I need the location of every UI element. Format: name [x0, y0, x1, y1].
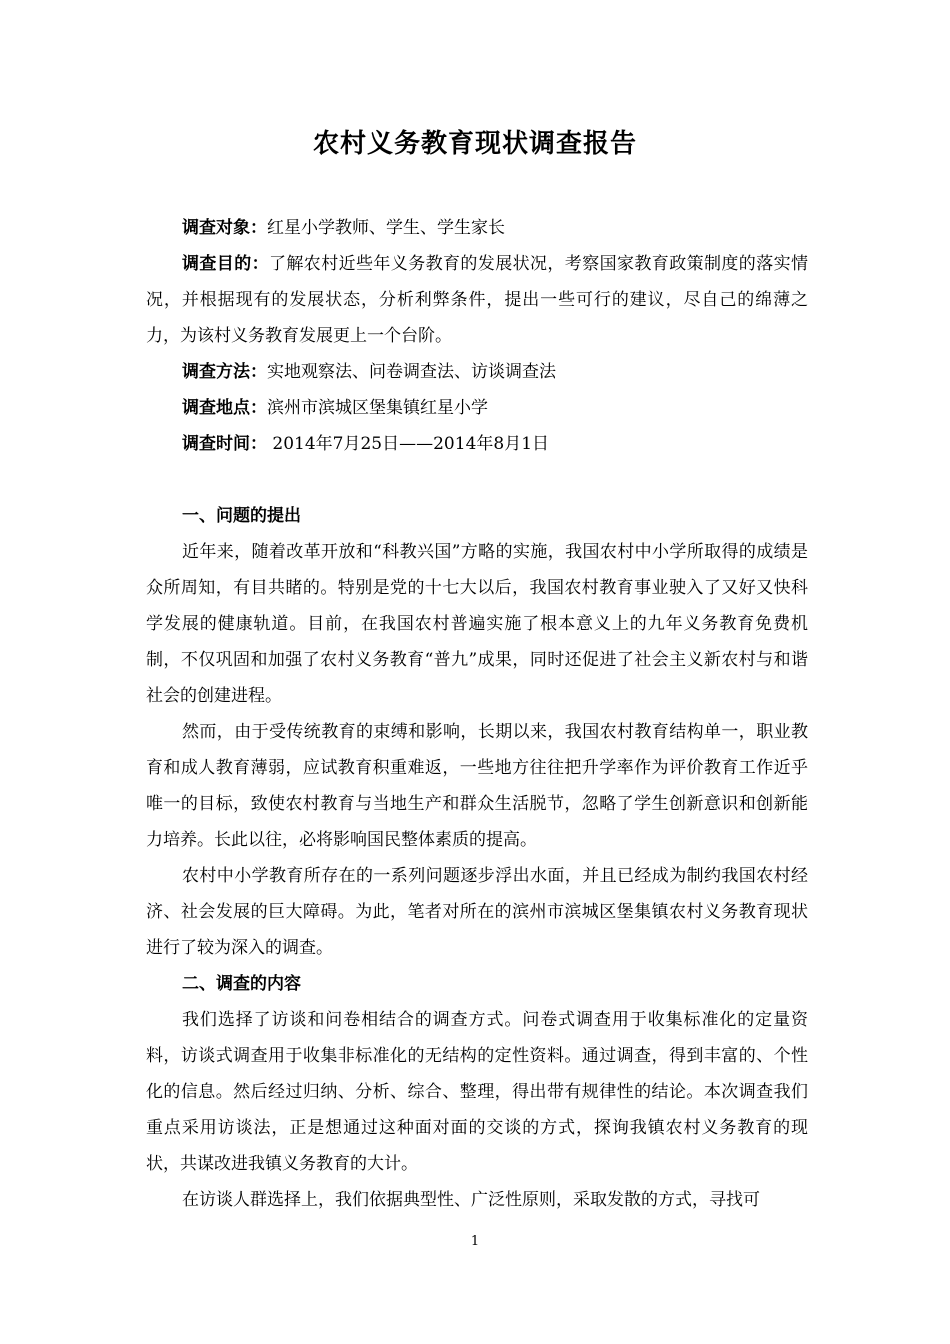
- section-heading-content: 二、调查的内容: [182, 974, 301, 994]
- page-number: 1: [470, 1234, 480, 1249]
- survey-purpose-line: [146, 246, 808, 354]
- section-heading-problem: 一、问题的提出: [182, 506, 301, 526]
- survey-method-value: 实地观察法、问卷调查法、访谈调查法: [267, 362, 556, 382]
- paragraph: 在访谈人群选择上，我们依据典型性、广泛性原则，采取发散的方式，寻找可: [182, 1190, 760, 1210]
- survey-time-value: 2014年7月25日——2014年8月1日: [267, 434, 550, 454]
- survey-purpose-label: 调查目的：: [182, 254, 269, 274]
- survey-method-label: 调查方法：: [182, 362, 267, 382]
- survey-place-value: 滨州市滨城区堡集镇红星小学: [267, 398, 488, 418]
- survey-method-line: [146, 354, 808, 390]
- paragraph: 近年来，随着改革开放和“科教兴国”方略的实施，我国农村中小学所取得的成绩是众所周知，有目共睹的。特别是党的十七大以后，我国农村教育事业驶入了又好又快科学发展的健康轨道。目前，在我国农村普遍实施了根本意义上的九年义务教育免费机制，不仅巩固和加强了农村义务教育“普九”成果，同时还促进了社会主义新农村与和谐社会的创建进程。: [146, 542, 808, 706]
- paragraph: 我们选择了访谈和问卷相结合的调查方式。问卷式调查用于收集标准化的定量资料，访谈式调查用于收集非标准化的无结构的定性资料。通过调查，得到丰富的、个性化的信息。然后经过归纳、分析、综合、整理，得出带有规律性的结论。本次调查我们重点采用访谈法，正是想通过这种面对面的交谈的方式，探询我镇农村义务教育的现状，共谋改进我镇义务教育的大计。: [146, 1010, 808, 1174]
- survey-purpose-value: 了解农村近些年义务教育的发展状况，考察国家教育政策制度的落实情况，并根据现有的发展状态，分析利弊条件，提出一些可行的建议，尽自己的绵薄之力，为该村义务教育发展更上一个台阶。: [146, 254, 808, 346]
- survey-time-line: [146, 426, 808, 462]
- paragraph: 然而，由于受传统教育的束缚和影响，长期以来，我国农村教育结构单一，职业教育和成人教育薄弱，应试教育积重难返，一些地方往往把升学率作为评价教育工作近乎唯一的目标，致使农村教育与当地生产和群众生活脱节，忽略了学生创新意识和创新能力培养。长此以往，必将影响国民整体素质的提高。: [146, 722, 808, 850]
- survey-time-label: 调查时间：: [182, 434, 267, 454]
- survey-object-label: 调查对象：: [182, 218, 267, 238]
- document-body: [146, 210, 808, 1218]
- paragraph: 农村中小学教育所存在的一系列问题逐步浮出水面，并且已经成为制约我国农村经济、社会发展的巨大障碍。为此，笔者对所在的滨州市滨城区堡集镇农村义务教育现状进行了较为深入的调查。: [146, 866, 808, 958]
- document-title: 农村义务教育现状调查报告: [312, 129, 637, 159]
- survey-object-value: 红星小学教师、学生、学生家长: [267, 218, 505, 238]
- survey-place-line: [146, 390, 808, 426]
- spacer: [146, 462, 808, 498]
- survey-place-label: 调查地点：: [182, 398, 267, 418]
- survey-object-line: [146, 210, 808, 246]
